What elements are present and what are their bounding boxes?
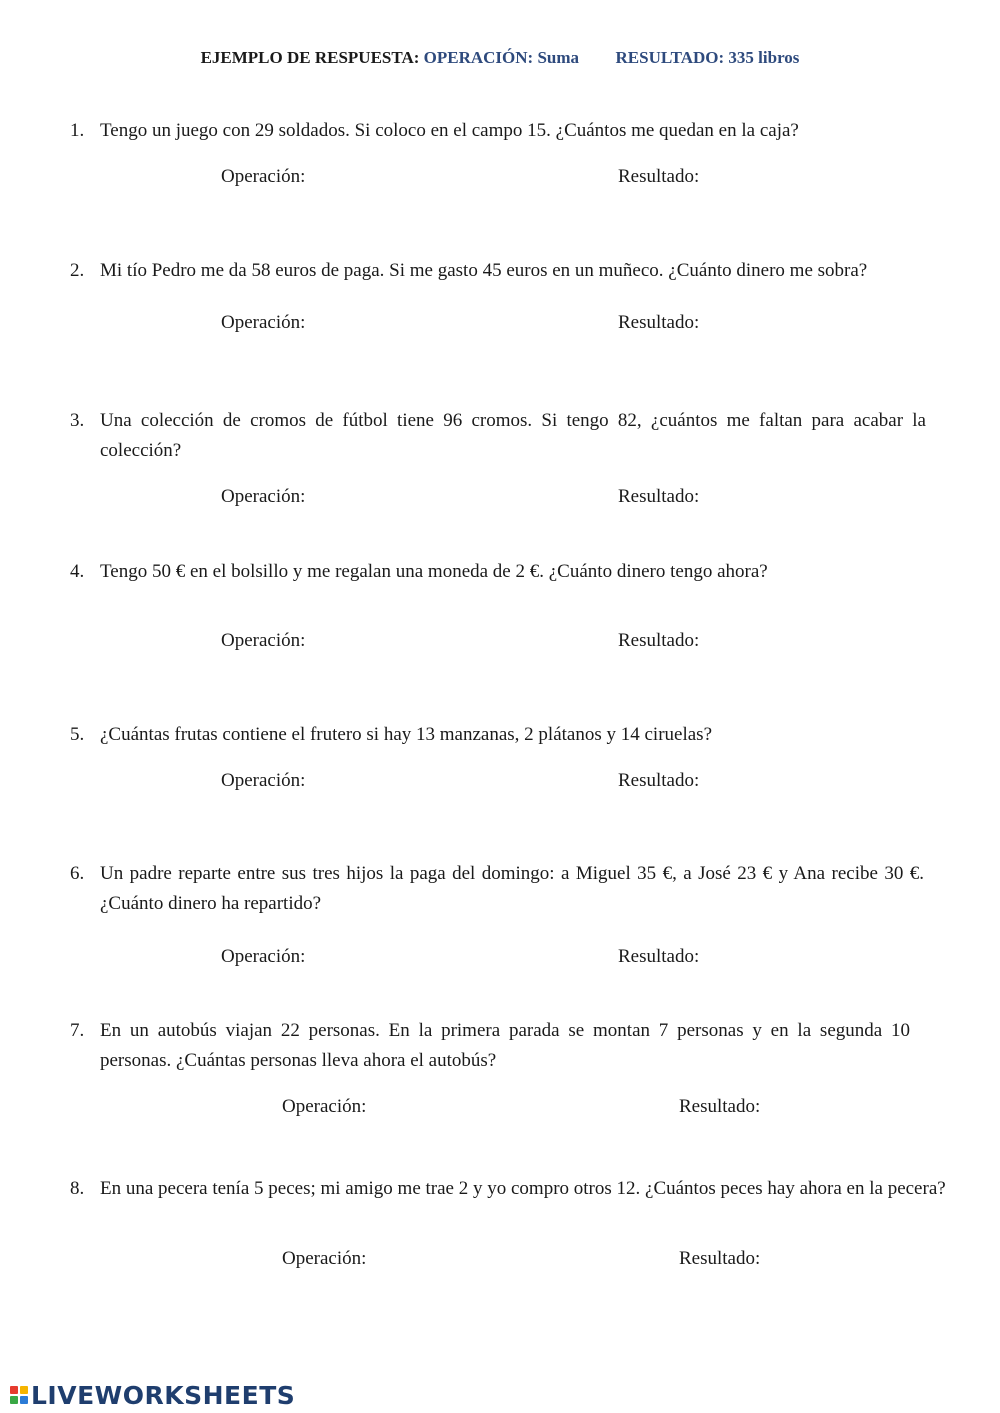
example-label: EJEMPLO DE RESPUESTA	[200, 48, 414, 67]
question-text: Mi tío Pedro me da 58 euros de paga. Si me gasto 45 euros en un muñeco. ¿Cuánto dinero me sobra?	[100, 260, 868, 281]
question-8	[70, 1176, 950, 1201]
question-text: Tengo un juego con 29 soldados. Si coloco en el campo 15. ¿Cuántos me quedan en la caja?	[100, 120, 799, 141]
example-operation: OPERACIÓN: Suma	[423, 48, 580, 67]
logo-blocks-icon	[10, 1386, 28, 1404]
question-1	[70, 116, 930, 146]
result-label-8: Resultado:	[679, 1248, 761, 1269]
question-4	[70, 557, 930, 587]
operation-label-5: Operación:	[221, 770, 306, 791]
brand-name: LIVEWORKSHEETS	[31, 1380, 296, 1410]
question-text: Tengo 50 € en el bolsillo y me regalan una moneda de 2 €. ¿Cuánto dinero tengo ahora?	[100, 561, 768, 582]
question-number: 2.	[70, 260, 85, 281]
example-answer-header	[0, 48, 1000, 68]
question-6	[70, 859, 924, 919]
operation-label-1: Operación:	[221, 166, 306, 187]
question-2	[70, 256, 926, 286]
question-text: En una pecera tenía 5 peces; mi amigo me trae 2 y yo compro otros 12. ¿Cuántos peces hay ahora en la pecera?	[100, 1178, 946, 1199]
question-text: Un padre reparte entre sus tres hijos la paga del domingo: a Miguel 35 €, a José 23 € y Ana recibe 30 €. ¿Cuánto dinero ha repartido?	[100, 863, 924, 914]
liveworksheets-logo[interactable]	[10, 1380, 295, 1410]
example-colon: :	[413, 48, 420, 67]
operation-label-6: Operación:	[221, 946, 306, 967]
operation-label-3: Operación:	[221, 486, 306, 507]
question-number: 1.	[70, 120, 85, 141]
question-number: 4.	[70, 561, 85, 582]
result-label-6: Resultado:	[618, 946, 700, 967]
result-label-4: Resultado:	[618, 630, 700, 651]
operation-label-7: Operación:	[282, 1096, 367, 1117]
question-number: 6.	[70, 863, 85, 884]
question-number: 5.	[70, 724, 85, 745]
result-label-7: Resultado:	[679, 1096, 761, 1117]
question-text: ¿Cuántas frutas contiene el frutero si hay 13 manzanas, 2 plátanos y 14 ciruelas?	[100, 724, 713, 745]
question-number: 7.	[70, 1020, 85, 1041]
question-text: En un autobús viajan 22 personas. En la primera parada se montan 7 personas y en la segunda 10 personas. ¿Cuántas personas lleva ahora el autobús?	[100, 1020, 910, 1071]
operation-label-2: Operación:	[221, 312, 306, 333]
result-label-2: Resultado:	[618, 312, 700, 333]
question-number: 3.	[70, 410, 85, 431]
result-label-3: Resultado:	[618, 486, 700, 507]
question-7	[70, 1016, 910, 1076]
question-text: Una colección de cromos de fútbol tiene 96 cromos. Si tengo 82, ¿cuántos me faltan para acabar la colección?	[100, 410, 926, 461]
question-number: 8.	[70, 1178, 85, 1199]
operation-label-4: Operación:	[221, 630, 306, 651]
example-result: RESULTADO: 335 libros	[615, 48, 800, 67]
question-3	[70, 406, 926, 466]
result-label-5: Resultado:	[618, 770, 700, 791]
operation-label-8: Operación:	[282, 1248, 367, 1269]
question-5	[70, 720, 930, 750]
result-label-1: Resultado:	[618, 166, 700, 187]
